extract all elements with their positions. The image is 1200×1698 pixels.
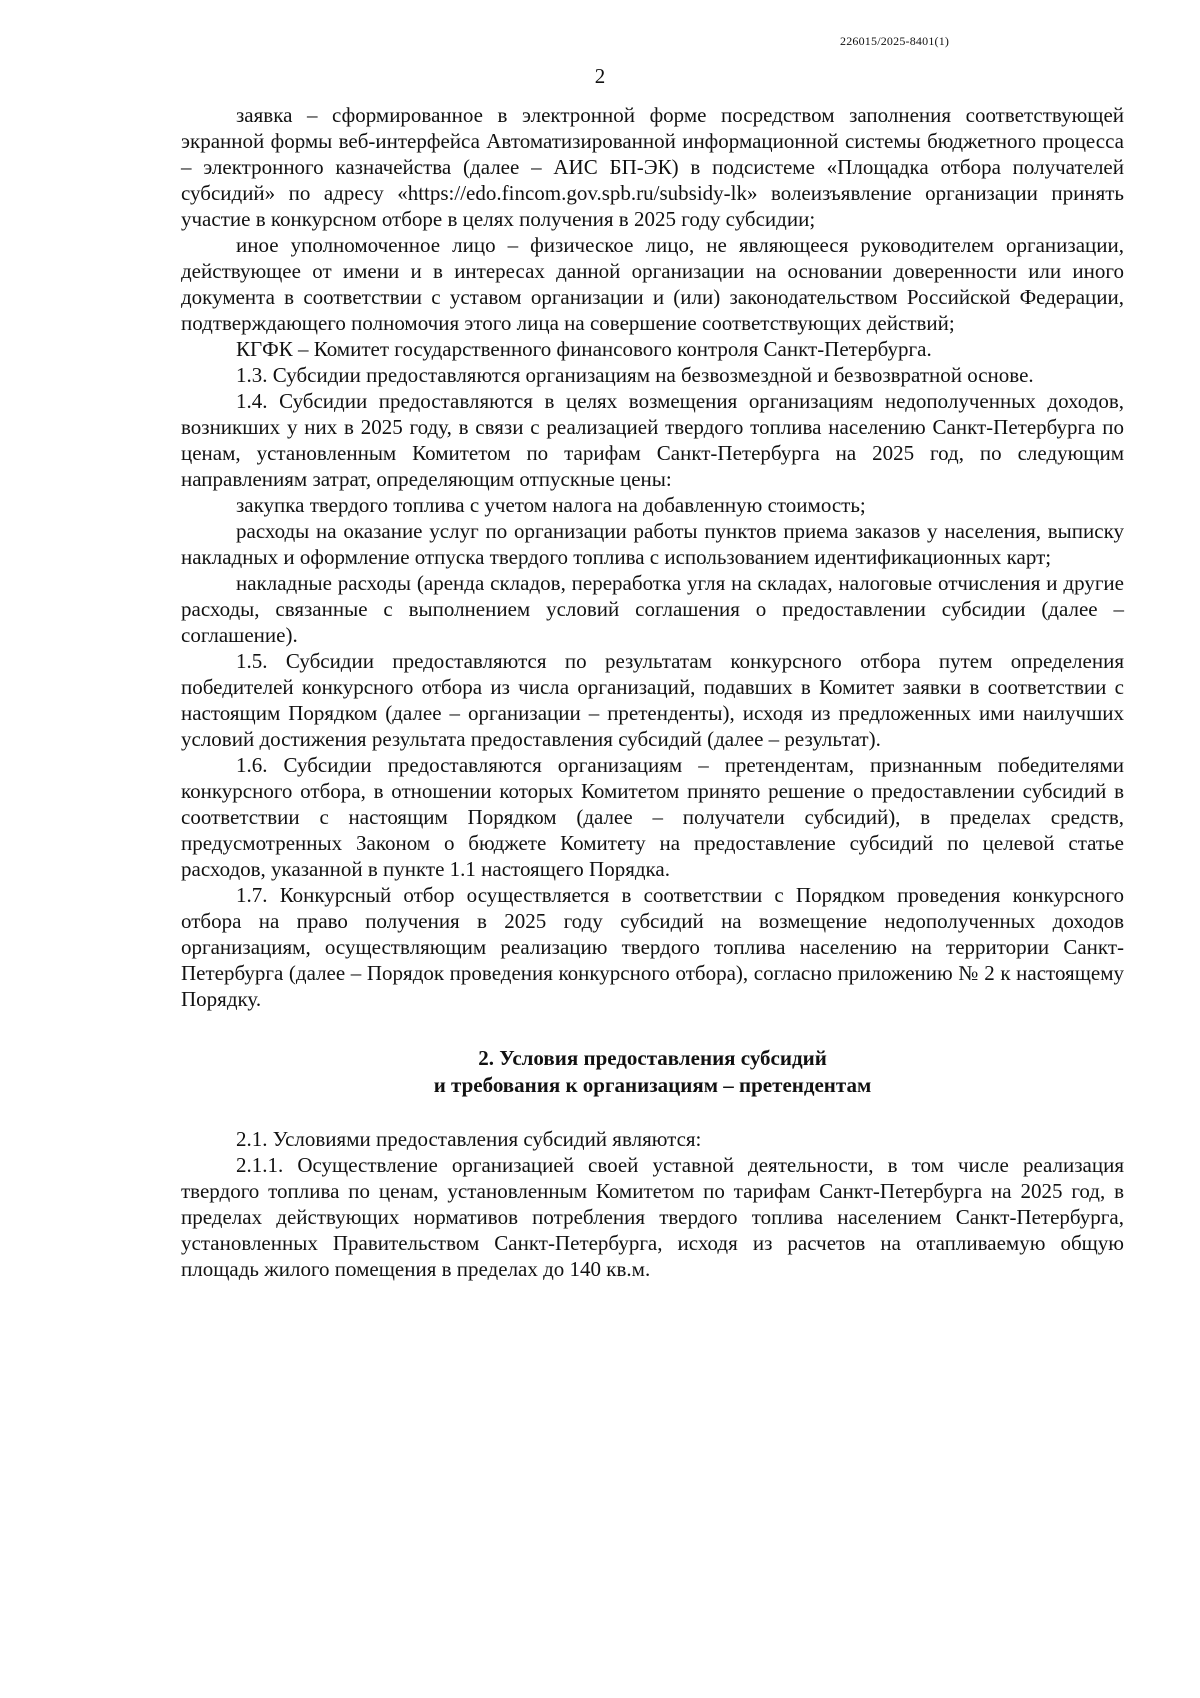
document-registration-number: 226015/2025-8401(1) <box>840 34 950 48</box>
clause-1-4: 1.4. Субсидии предоставляются в целях возмещения организациям недополученных доходов, возникших у них в 2025 году, в связи с реализацией твердого топлива населению Санкт-Петербурга по ценам, установленным Комитетом по тарифам Санкт-Петербурга на 2025 год, по следующим направлениям затрат, определяющим отпускные цены: <box>181 389 1124 491</box>
page-number: 2 <box>594 64 606 88</box>
clause-2-1: 2.1. Условиями предоставления субсидий являются: <box>236 1127 702 1151</box>
clause-1-3: 1.3. Субсидии предоставляются организациям на безвозмездной и безвозвратной основе. <box>236 363 1034 387</box>
definition-authorized-person: иное уполномоченное лицо – физическое лицо, не являющееся руководителем организации, действующее от имени и в интересах данной организации на основании доверенности или иного документа в соответствии с уставом организации и (или) законодательством Российской Федерации, подтверждающего полномочия этого лица на совершение соответствующих действий; <box>181 233 1124 335</box>
section-2-title <box>181 1045 1124 1099</box>
clause-1-6: 1.6. Субсидии предоставляются организациям – претендентам, признанным победителями конкурсного отбора, в отношении которых Комитетом принято решение о предоставлении субсидий в соответствии с настоящим Порядком (далее – получатели субсидий), в пределах средств, предусмотренных Законом о бюджете Комитету на предоставление субсидий по целевой статье расходов, указанной в пункте 1.1 настоящего Порядка. <box>181 753 1124 881</box>
clause-1-4-item-services: расходы на оказание услуг по организации работы пунктов приема заказов у населения, выписку накладных и оформление отпуска твердого топлива с использованием идентификационных карт; <box>181 519 1124 569</box>
definition-kgfk: КГФК – Комитет государственного финансового контроля Санкт-Петербурга. <box>236 337 932 361</box>
clause-2-1-1: 2.1.1. Осуществление организацией своей уставной деятельности, в том числе реализация твердого топлива по ценам, установленным Комитетом по тарифам Санкт-Петербурга на 2025 год, в пределах действующих нормативов потребления твердого топлива населением Санкт-Петербурга, установленных Правительством Санкт-Петербурга, исходя из расчетов на отапливаемую общую площадь жилого помещения в пределах до 140 кв.м. <box>181 1153 1124 1281</box>
section-2-title-line-1: 2. Условия предоставления субсидий <box>478 1046 827 1070</box>
section-2-title-line-2: и требования к организациям – претендентам <box>433 1073 872 1097</box>
definition-application: заявка – сформированное в электронной форме посредством заполнения соответствующей экранной формы веб-интерфейса Автоматизированной информационной системы бюджетного процесса – электронного казначейства (далее – АИС БП-ЭК) в подсистеме «Площадка отбора получателей субсидий» по адресу «https://edo.fincom.gov.spb.ru/subsidy-lk» волеизъявление организации принять участие в конкурсном отборе в целях получения в 2025 году субсидии; <box>181 103 1124 231</box>
clause-1-4-item-overhead: накладные расходы (аренда складов, переработка угля на складах, налоговые отчисления и другие расходы, связанные с выполнением условий соглашения о предоставлении субсидии (далее – соглашение). <box>181 571 1124 647</box>
clause-1-5: 1.5. Субсидии предоставляются по результатам конкурсного отбора путем определения победителей конкурсного отбора из числа организаций, подавших в Комитет заявки в соответствии с настоящим Порядком (далее – организации – претенденты), исходя из предложенных ими наилучших условий достижения результата предоставления субсидий (далее – результат). <box>181 649 1124 751</box>
document-body <box>181 102 1124 1282</box>
clause-1-4-item-purchase: закупка твердого топлива с учетом налога на добавленную стоимость; <box>236 493 866 517</box>
clause-1-7: 1.7. Конкурсный отбор осуществляется в соответствии с Порядком проведения конкурсного отбора на право получения в 2025 году субсидий на возмещение недополученных доходов организациям, осуществляющим реализацию твердого топлива населению на территории Санкт-Петербурга (далее – Порядок проведения конкурсного отбора), согласно приложению № 2 к настоящему Порядку. <box>181 883 1124 1011</box>
